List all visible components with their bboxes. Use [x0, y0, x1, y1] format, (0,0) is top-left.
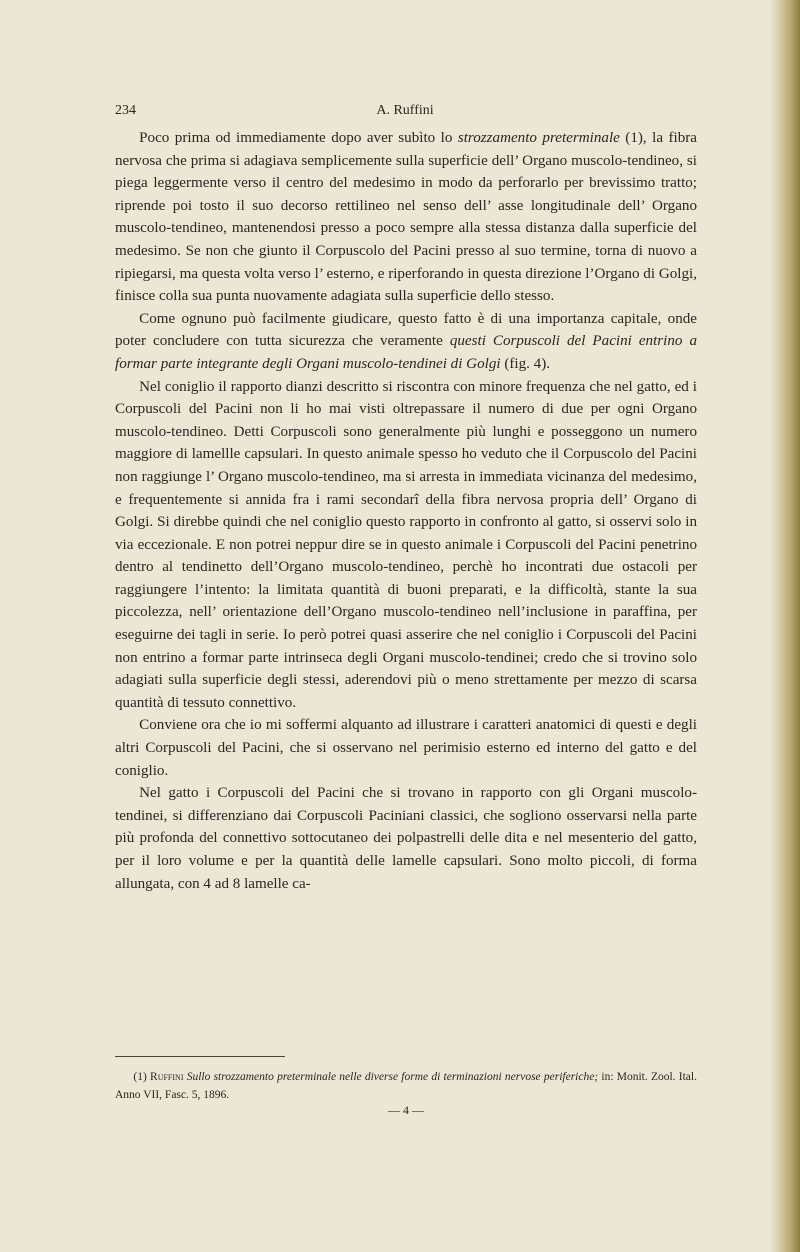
paragraph-text: Come ognuno può facilmente giudicare, questo fatto è di una importanza capitale, onde poter concludere con tutta sicurezza che veramente [115, 310, 697, 350]
footnote [115, 1068, 697, 1104]
footnote-source: in: Monit. Zool. Ital. Anno VII, Fasc. 5, 1896. [115, 1071, 697, 1101]
page-number: 234 [115, 103, 136, 118]
page-edge-shadow [770, 0, 800, 1252]
paragraph-text: strozzamento preterminale [457, 130, 620, 146]
footnote-title: Sullo strozzamento preterminale nelle diverse forme di terminazioni nervose periferiche; [186, 1071, 599, 1083]
paragraph-p2 [115, 308, 697, 376]
paragraph-p4 [115, 714, 697, 782]
footnote-marker: (1) [133, 1071, 151, 1083]
body-text [115, 127, 697, 895]
paragraph-text: questi Corpuscoli del Pacini entrino a formar parte integrante degli Organi muscolo-tendinei di Golgi [115, 333, 697, 372]
folio: — 4 — [388, 1103, 424, 1117]
paragraph-p1 [115, 127, 697, 308]
paragraph-text: Nel gatto i Corpuscoli del Pacini che si trovano in rapporto con gli Organi muscolo-tendinei, si differenziano dai Corpuscoli Paciniani classici, che sogliono osservarsi nella parte più profonda del connettivo sottocutaneo dei polpastrelli delle dita e nel mesenterio del gatto, per il loro volume e per la quantità delle lamelle capsulari. Sono molto piccoli, di forma allungata, con 4 ad 8 lamelle ca- [115, 785, 697, 892]
footnote-rule [115, 1056, 285, 1057]
paragraph-text: (1), la fibra nervosa che prima si adagiava semplicemente sulla superficie dell’ Organo muscolo-tendineo, si piega leggermente verso il centro del medesimo in modo da perforarlo per brevissimo tratto; riprende poi tosto il suo decorso rettilineo nel senso dell’ asse longitudinale dell’ Organo muscolo-tendineo, mantenendosi presso a poco sempre alla stessa distanza dalla superficie del medesimo. Se non che giunto il Corpuscolo del Pacini presso al suo termine, torna di nuovo a ripiegarsi, ma questa volta verso l’ esterno, e riperforando in questa direzione l’Organo di Golgi, finisce colla sua punta nuovamente adagiata sulla superficie dello stesso. [115, 130, 697, 305]
paragraph-text: Poco prima od immediamente dopo aver subìto lo [139, 130, 458, 146]
footnote-author: Ruffini [150, 1071, 184, 1083]
paragraph-p3 [115, 376, 697, 715]
paragraph-text: Nel coniglio il rapporto dianzi descritto si riscontra con minore frequenza che nel gatto, ed i Corpuscoli del Pacini non li ho mai visti oltrepassare il numero di due per ogni Organo muscolo-tendineo. Detti Corpuscoli sono generalmente più lunghi e posseggono un numero maggiore di lamellle capsulari. In questo animale spesso ho veduto che il Corpuscolo del Pacini non raggiunge l’ Organo muscolo-tendineo, ma si arresta in immediata vicinanza del medesimo, e frequentemente si annida fra i rami secondarî della fibra nervosa propria dell’ Organo di Golgi. Si direbbe quindi che nel coniglio questo rapporto in confronto al gatto, si osservi solo in via eccezionale. E non potrei neppur dire se in questo animale i Corpuscoli del Pacini penetrino dentro al tendinetto dell’Organo muscolo-tendineo, perchè ho incontrati due ostacoli per raggiungere l’intento: la limitata quantità di buoni preparati, e la difficoltà, stante la sua piccolezza, nell’ orientazione dell’Organo muscolo-tendineo nell’inclusione in paraffina, per eseguirne dei tagli in serie. Io però potrei quasi asserire che nel coniglio i Corpuscoli del Pacini non entrino a formar parte intrinseca degli Organi muscolo-tendinei; credo che si trovino solo adagiati sulla superficie degli stessi, aderendovi più o meno strettamente per mezzo di scarsa quantità di tessuto connettivo. [115, 378, 697, 711]
paragraph-text: (fig. 4). [500, 355, 551, 372]
running-head: A. Ruffini [376, 103, 434, 118]
paragraph-p5 [115, 782, 697, 895]
page-header [115, 103, 695, 123]
paragraph-text: Conviene ora che io mi soffermi alquanto ad illustrare i caratteri anatomici di questi e degli altri Corpuscoli del Pacini, che si osservano nel perimisio esterno ed interno del gatto e del coniglio. [115, 717, 697, 779]
